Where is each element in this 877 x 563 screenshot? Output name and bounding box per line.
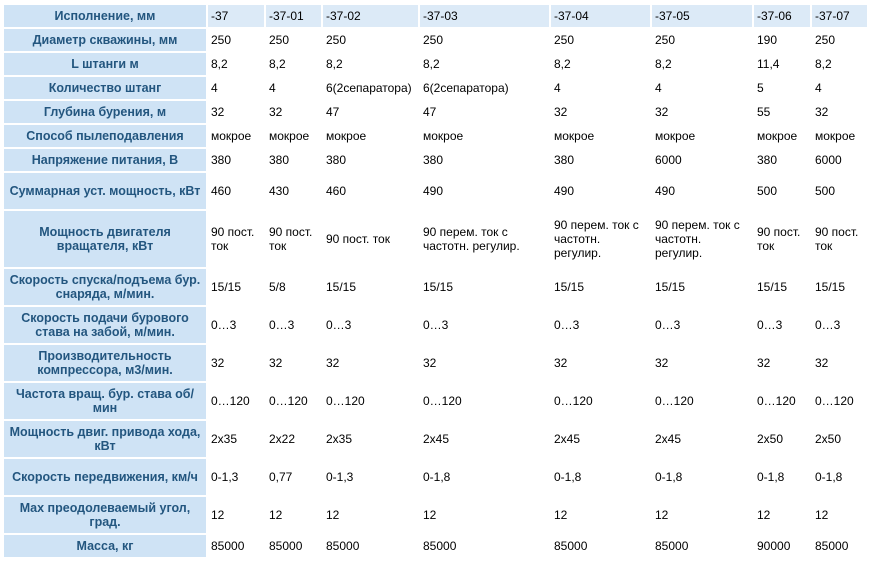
table-cell: 0…120 <box>208 383 264 419</box>
row-label: Скорость подачи бурового става на забой, м/мин. <box>4 307 206 343</box>
table-row-feed-speed <box>4 307 867 343</box>
table-cell: 2х45 <box>420 421 549 457</box>
table-cell: 55 <box>754 101 810 123</box>
table-cell: -37-07 <box>812 5 867 27</box>
row-label: Скорость спуска/подъема бур. снаряда, м/мин. <box>4 269 206 305</box>
table-cell: 4 <box>208 77 264 99</box>
table-cell: -37-03 <box>420 5 549 27</box>
specifications-table-body <box>4 5 867 557</box>
table-cell: мокрое <box>323 125 418 147</box>
row-label: Способ пылеподавления <box>4 125 206 147</box>
table-cell: 12 <box>323 497 418 533</box>
table-cell: 250 <box>323 29 418 51</box>
table-cell: 0…3 <box>420 307 549 343</box>
table-cell: 0…3 <box>551 307 650 343</box>
table-cell: 380 <box>323 149 418 171</box>
table-cell: 380 <box>551 149 650 171</box>
table-cell: 32 <box>323 345 418 381</box>
table-row-dust-suppression <box>4 125 867 147</box>
table-cell: 460 <box>323 173 418 209</box>
table-cell: 12 <box>266 497 321 533</box>
table-row-mass <box>4 535 867 557</box>
table-cell: мокрое <box>812 125 867 147</box>
row-label: Мощность двиг. привода хода, кВт <box>4 421 206 457</box>
table-cell: 2х45 <box>551 421 650 457</box>
table-cell: 430 <box>266 173 321 209</box>
table-cell: 15/15 <box>812 269 867 305</box>
table-cell: 0-1,8 <box>812 459 867 495</box>
table-cell: 90 пост. ток <box>266 211 321 267</box>
table-cell: 0…3 <box>652 307 752 343</box>
row-label: Масса, кг <box>4 535 206 557</box>
table-cell: 47 <box>323 101 418 123</box>
table-cell: 32 <box>266 345 321 381</box>
table-row-drilling-depth <box>4 101 867 123</box>
table-cell: -37-02 <box>323 5 418 27</box>
table-cell: 8,2 <box>812 53 867 75</box>
table-cell: 85000 <box>812 535 867 557</box>
table-cell: -37-05 <box>652 5 752 27</box>
table-cell: 8,2 <box>420 53 549 75</box>
table-cell: 0…3 <box>266 307 321 343</box>
table-cell: -37-04 <box>551 5 650 27</box>
table-cell: 4 <box>812 77 867 99</box>
table-row-lowering-lifting-speed <box>4 269 867 305</box>
table-cell: 0…120 <box>812 383 867 419</box>
table-cell: 85000 <box>420 535 549 557</box>
table-cell: 500 <box>812 173 867 209</box>
table-row-total-power <box>4 173 867 209</box>
table-cell: 32 <box>208 345 264 381</box>
table-cell: 32 <box>420 345 549 381</box>
table-cell: 490 <box>420 173 549 209</box>
table-row-borehole-diameter <box>4 29 867 51</box>
table-cell: 32 <box>266 101 321 123</box>
table-cell: -37 <box>208 5 264 27</box>
table-cell: 380 <box>420 149 549 171</box>
table-row-supply-voltage <box>4 149 867 171</box>
row-label: Напряжение питания, В <box>4 149 206 171</box>
table-cell: 0…3 <box>812 307 867 343</box>
table-cell: 0-1,8 <box>420 459 549 495</box>
row-label: Частота вращ. бур. става об/мин <box>4 383 206 419</box>
table-cell: 15/15 <box>323 269 418 305</box>
table-cell: 15/15 <box>208 269 264 305</box>
table-cell: 6(2сепаратора) <box>323 77 418 99</box>
table-cell: 32 <box>812 101 867 123</box>
table-cell: -37-06 <box>754 5 810 27</box>
table-cell: 190 <box>754 29 810 51</box>
table-cell: 4 <box>551 77 650 99</box>
table-cell: 250 <box>420 29 549 51</box>
table-row-travel-drive-power <box>4 421 867 457</box>
table-cell: 500 <box>754 173 810 209</box>
table-cell: 32 <box>754 345 810 381</box>
table-cell: 85000 <box>208 535 264 557</box>
table-cell: 32 <box>652 101 752 123</box>
table-cell: 32 <box>208 101 264 123</box>
table-cell: мокрое <box>754 125 810 147</box>
row-label: Скорость передвижения, км/ч <box>4 459 206 495</box>
table-cell: 380 <box>754 149 810 171</box>
table-cell: 0…120 <box>754 383 810 419</box>
table-cell: 15/15 <box>551 269 650 305</box>
table-cell: 0-1,8 <box>754 459 810 495</box>
row-label: Мощность двигателя вращателя, кВт <box>4 211 206 267</box>
table-cell: 0…120 <box>551 383 650 419</box>
table-cell: 2х35 <box>208 421 264 457</box>
table-cell: 85000 <box>266 535 321 557</box>
row-label: Количество штанг <box>4 77 206 99</box>
table-cell: 0…3 <box>208 307 264 343</box>
table-cell: 0,77 <box>266 459 321 495</box>
table-row-rotation-frequency <box>4 383 867 419</box>
table-cell: 6000 <box>652 149 752 171</box>
table-cell: 85000 <box>551 535 650 557</box>
table-cell: мокрое <box>652 125 752 147</box>
table-cell: 6000 <box>812 149 867 171</box>
table-cell: 15/15 <box>420 269 549 305</box>
table-cell: 90 пост. ток <box>208 211 264 267</box>
table-row-rotator-motor-power <box>4 211 867 267</box>
table-cell: 90 перем. ток с частотн. регулир. <box>420 211 549 267</box>
table-cell: 85000 <box>652 535 752 557</box>
table-cell: мокрое <box>208 125 264 147</box>
table-cell: 2х50 <box>812 421 867 457</box>
table-cell: 12 <box>652 497 752 533</box>
table-cell: 250 <box>812 29 867 51</box>
table-cell: 5/8 <box>266 269 321 305</box>
table-cell: 15/15 <box>754 269 810 305</box>
table-cell: 8,2 <box>323 53 418 75</box>
table-row-execution <box>4 5 867 27</box>
table-cell: 4 <box>266 77 321 99</box>
table-cell: 2х35 <box>323 421 418 457</box>
row-label: Max преодолеваемый угол, град. <box>4 497 206 533</box>
table-cell: 0-1,3 <box>323 459 418 495</box>
table-cell: 0…120 <box>323 383 418 419</box>
table-cell: 0…120 <box>420 383 549 419</box>
table-cell: 90 перем. ток с частотн. регулир. <box>551 211 650 267</box>
table-row-rod-length <box>4 53 867 75</box>
table-cell: 90 пост. ток <box>323 211 418 267</box>
table-cell: 490 <box>652 173 752 209</box>
row-label: Глубина бурения, м <box>4 101 206 123</box>
table-row-rod-count <box>4 77 867 99</box>
table-cell: 0-1,3 <box>208 459 264 495</box>
table-cell: 250 <box>551 29 650 51</box>
table-cell: мокрое <box>266 125 321 147</box>
table-cell: 11,4 <box>754 53 810 75</box>
table-cell: мокрое <box>420 125 549 147</box>
table-cell: 15/15 <box>652 269 752 305</box>
table-cell: 0…3 <box>323 307 418 343</box>
table-cell: -37-01 <box>266 5 321 27</box>
table-cell: 460 <box>208 173 264 209</box>
table-cell: 0-1,8 <box>652 459 752 495</box>
table-cell: 250 <box>208 29 264 51</box>
table-row-compressor-capacity <box>4 345 867 381</box>
table-cell: 2х45 <box>652 421 752 457</box>
row-label: L штанги м <box>4 53 206 75</box>
table-cell: 0…3 <box>754 307 810 343</box>
table-cell: 8,2 <box>266 53 321 75</box>
table-cell: 380 <box>266 149 321 171</box>
table-row-max-climb-angle <box>4 497 867 533</box>
table-cell: 12 <box>551 497 650 533</box>
table-cell: мокрое <box>551 125 650 147</box>
table-cell: 90 пост. ток <box>754 211 810 267</box>
table-cell: 12 <box>812 497 867 533</box>
table-cell: 490 <box>551 173 650 209</box>
table-row-travel-speed <box>4 459 867 495</box>
table-cell: 90 пост. ток <box>812 211 867 267</box>
row-label: Производительность компрессора, м3/мин. <box>4 345 206 381</box>
table-cell: 0-1,8 <box>551 459 650 495</box>
table-cell: 8,2 <box>652 53 752 75</box>
table-cell: 0…120 <box>652 383 752 419</box>
specifications-table <box>2 3 869 559</box>
table-cell: 8,2 <box>208 53 264 75</box>
table-cell: 2х50 <box>754 421 810 457</box>
table-cell: 32 <box>652 345 752 381</box>
row-label: Исполнение, мм <box>4 5 206 27</box>
table-cell: 32 <box>551 101 650 123</box>
table-cell: 32 <box>551 345 650 381</box>
row-label: Диаметр скважины, мм <box>4 29 206 51</box>
table-cell: 5 <box>754 77 810 99</box>
table-cell: 90 перем. ток с частотн. регулир. <box>652 211 752 267</box>
table-cell: 12 <box>208 497 264 533</box>
table-cell: 2х22 <box>266 421 321 457</box>
table-cell: 250 <box>652 29 752 51</box>
table-cell: 12 <box>754 497 810 533</box>
table-cell: 90000 <box>754 535 810 557</box>
table-cell: 47 <box>420 101 549 123</box>
row-label: Суммарная уст. мощность, кВт <box>4 173 206 209</box>
table-cell: 250 <box>266 29 321 51</box>
table-cell: 0…120 <box>266 383 321 419</box>
table-cell: 85000 <box>323 535 418 557</box>
table-cell: 6(2сепаратора) <box>420 77 549 99</box>
table-cell: 380 <box>208 149 264 171</box>
table-cell: 8,2 <box>551 53 650 75</box>
table-cell: 32 <box>812 345 867 381</box>
table-cell: 4 <box>652 77 752 99</box>
table-cell: 12 <box>420 497 549 533</box>
